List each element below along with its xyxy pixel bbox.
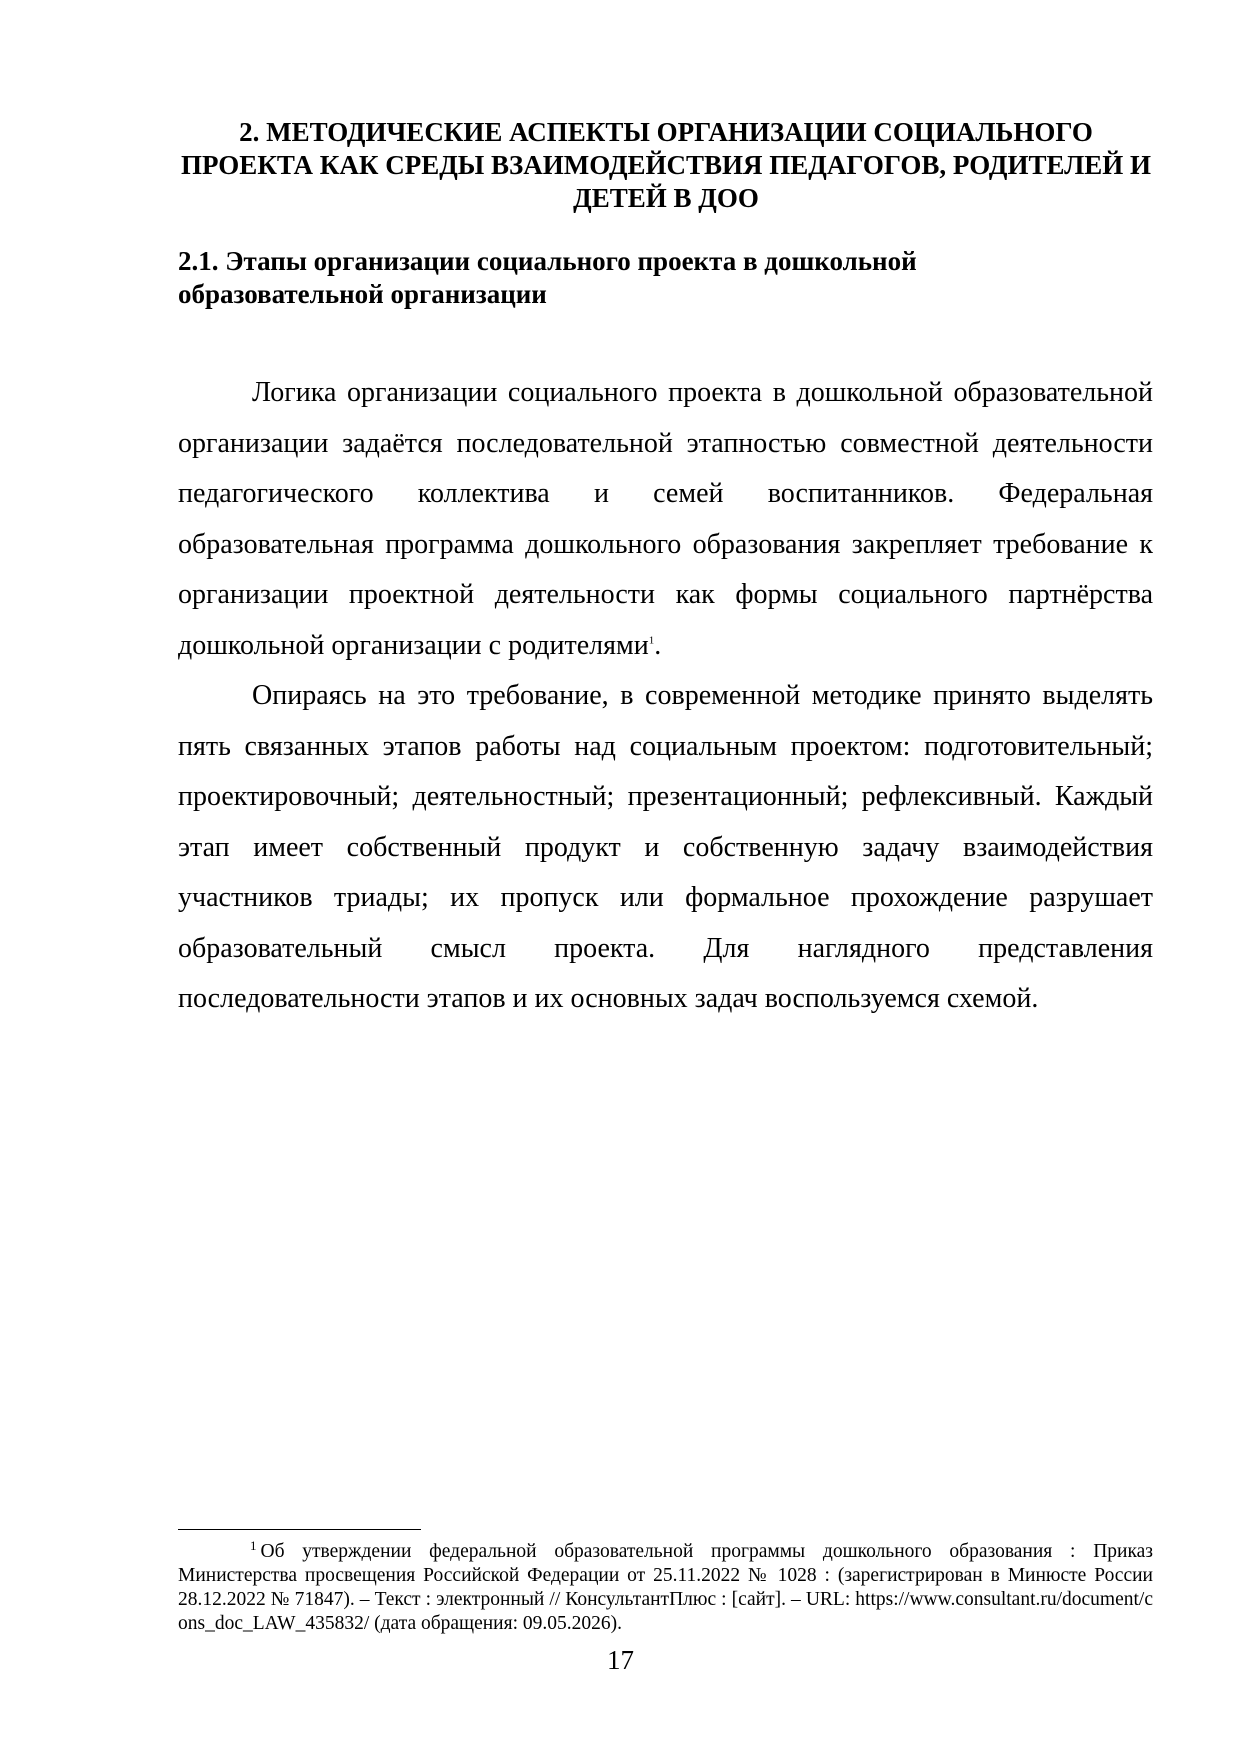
footnote-separator xyxy=(178,1529,421,1530)
footnote-text: Об утверждении федеральной образовательной программы дошкольного образования : Приказ Министерства просвещения Российской Федерации от 25.11.2022 № 1028 : (зарегистрирован в Минюсте России 28.12.2022 № 71847). – Текст : электронный // КонсультантПлюс : [сайт]. – URL: xyxy=(178,1541,1153,1610)
paragraph-1-tail: . xyxy=(654,629,662,661)
page-number: 17 xyxy=(607,1645,634,1675)
footnote-reference[interactable]: 1 xyxy=(648,634,655,647)
footnote-url-link[interactable]: https://www.consultant.ru/document/cons_doc_LAW_435832/ xyxy=(178,1589,1153,1634)
chapter-title: 2. МЕТОДИЧЕСКИЕ АСПЕКТЫ ОРГАНИЗАЦИИ СОЦИАЛЬНОГО ПРОЕКТА КАК СРЕДЫ ВЗАИМОДЕЙСТВИЯ ПЕДАГОГОВ, РОДИТЕЛЕЙ И ДЕТЕЙ В ДОО xyxy=(180,117,1152,213)
paragraph-1-text: Логика организации социального проекта в дошкольной образовательной организации задаётся последовательной этапностью совместной деятельности педагогического коллектива и семей воспитанников. Федеральная образовательная программа дошкольного образования закрепляет требование к организации проектной деятельности как формы социального партнёрства дошкольной организации с родителями xyxy=(178,377,1153,661)
footnote xyxy=(178,1537,1153,1636)
paragraph-2-text: Опираясь на это требование, в современной методике принято выделять пять связанных этапов работы над социальным проектом: подготовительный; проектировочный; деятельностный; презентационный; рефлексивный. Каждый этап имеет собственный продукт и собственную задачу взаимодействия участников триады; их пропуск или формальное прохождение разрушает образовательный смысл проекта. Для наглядного представления последовательности этапов и их основных задач воспользуемся схемой. xyxy=(178,680,1153,1014)
footnote-access-date: (дата обращения: 09.05.2026). xyxy=(369,1613,622,1634)
section-title: 2.1. Этапы организации социального проекта в дошкольной образовательной организации xyxy=(178,246,917,309)
body-text xyxy=(178,368,1153,1025)
footnote-number: 1 xyxy=(250,1537,257,1553)
paragraph-1 xyxy=(178,368,1153,671)
paragraph-2 xyxy=(178,671,1153,1025)
